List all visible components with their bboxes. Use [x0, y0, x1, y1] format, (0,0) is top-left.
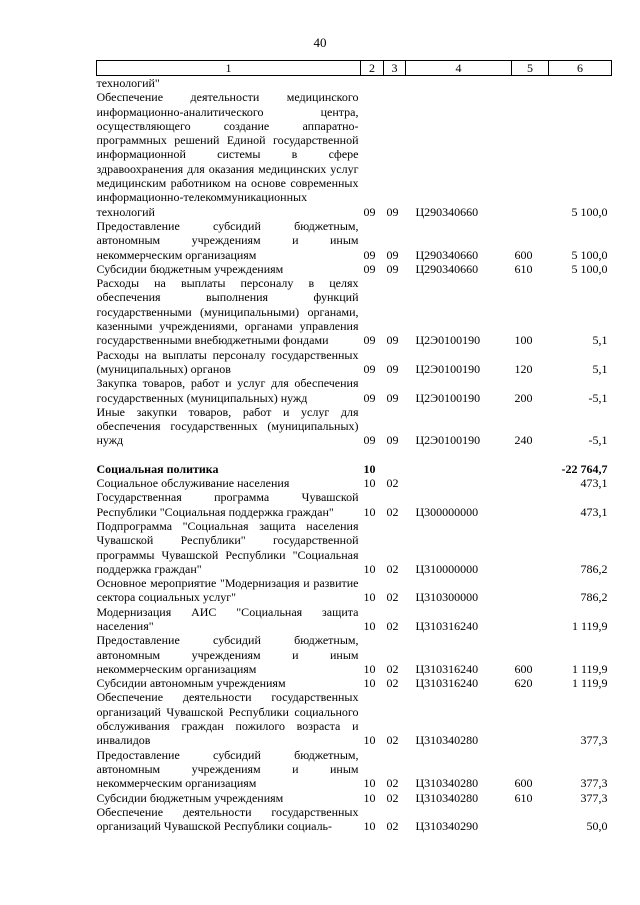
table-row	[97, 90, 612, 219]
row-expense-type: 120	[514, 361, 533, 376]
row-section: 10	[363, 504, 376, 519]
row-amount: 5 100,0	[571, 261, 608, 276]
row-expense-type	[512, 805, 549, 834]
header-col-5: 5	[512, 61, 549, 76]
row-name: технологий"	[96, 76, 160, 90]
row-section: 09	[363, 247, 376, 262]
row-section: 10	[363, 790, 376, 805]
row-amount: -5,1	[588, 433, 608, 448]
table-row	[97, 748, 612, 791]
row-section: 09	[363, 333, 376, 348]
table-row	[97, 448, 612, 462]
row-target-article: Ц2Э0100190	[415, 390, 481, 405]
row-expense-type: 200	[514, 390, 533, 405]
row-subsection: 02	[386, 776, 399, 791]
row-target-article	[406, 462, 512, 476]
row-target-article: Ц310340290	[415, 819, 479, 834]
row-name: Расходы на выплаты персоналу в целях обеспечения выполнения функций государственными (муниципальными) органами, казенными учреждениями, органами управления государственными внебюджетными фондами	[96, 276, 359, 348]
row-subsection	[384, 76, 406, 91]
row-name: Субсидии бюджетным учреждениям	[96, 790, 284, 805]
page-number: 40	[313, 35, 327, 50]
row-name: Государственная программа Чувашской Республики "Социальная поддержка граждан"	[96, 490, 359, 519]
row-section: 10	[363, 618, 376, 633]
row-expense-type	[512, 519, 549, 576]
row-expense-type	[512, 576, 549, 605]
row-expense-type: 610	[514, 261, 533, 276]
row-name: Иные закупки товаров, работ и услуг для обеспечения государственных (муниципальных) нужд	[96, 404, 359, 448]
row-subsection: 02	[386, 790, 399, 805]
row-target-article: Ц310000000	[415, 561, 479, 576]
table-body	[97, 76, 612, 834]
row-name: Предоставление субсидий бюджетным, автономным учреждениям и иным некоммерческим организациям	[96, 747, 359, 791]
row-target-article: Ц310316240	[415, 676, 479, 691]
row-expense-type: 240	[514, 433, 533, 448]
row-target-article: Ц310340280	[415, 733, 479, 748]
table-row	[97, 276, 612, 347]
row-amount: 5 100,0	[571, 247, 608, 262]
table-row	[97, 376, 612, 405]
row-subsection: 02	[386, 561, 399, 576]
row-section: 09	[363, 433, 376, 448]
row-target-article	[406, 76, 512, 91]
row-expense-type: 610	[514, 790, 533, 805]
header-col-3: 3	[384, 61, 406, 76]
budget-table	[96, 60, 612, 833]
row-section: 10	[363, 561, 376, 576]
row-subsection: 09	[386, 204, 399, 219]
row-name: Предоставление субсидий бюджетным, автономным учреждениям и иным некоммерческим организациям	[96, 218, 359, 262]
row-amount: 473,1	[580, 476, 608, 491]
table-row	[97, 476, 612, 490]
row-target-article: Ц2Э0100190	[415, 361, 481, 376]
row-target-article: Ц290340660	[415, 261, 479, 276]
row-target-article	[406, 476, 512, 490]
row-amount: 5,1	[592, 333, 608, 348]
table-row	[97, 519, 612, 576]
row-expense-type	[512, 462, 549, 476]
row-subsection: 02	[386, 676, 399, 691]
row-subsection: 09	[386, 333, 399, 348]
table-row	[97, 262, 612, 276]
table-row	[97, 633, 612, 676]
row-target-article: Ц310316240	[415, 661, 479, 676]
row-name: Основное мероприятие "Модернизация и развитие сектора социальных услуг"	[96, 576, 359, 605]
row-amount: 50,0	[586, 819, 608, 834]
row-expense-type	[512, 605, 549, 634]
row-amount: 786,2	[580, 590, 608, 605]
row-expense-type: 600	[514, 247, 533, 262]
table-row	[97, 405, 612, 448]
row-section: 10	[363, 461, 376, 476]
row-subsection: 09	[386, 390, 399, 405]
row-name: Обеспечение деятельности государственных организаций Чувашской Республики социального обслуживания граждан пожилого возраста и инвалидов	[96, 690, 359, 748]
table-header	[97, 61, 612, 76]
row-expense-type	[512, 76, 549, 91]
row-amount: 1 119,9	[571, 661, 608, 676]
row-expense-type: 600	[514, 776, 533, 791]
row-subsection: 02	[386, 661, 399, 676]
table-row	[97, 690, 612, 747]
row-section: 09	[363, 261, 376, 276]
row-target-article: Ц310316240	[415, 618, 479, 633]
row-target-article: Ц310340280	[415, 790, 479, 805]
row-subsection: 02	[386, 504, 399, 519]
table-row	[97, 348, 612, 377]
row-section: 10	[363, 676, 376, 691]
row-target-article: Ц2Э0100190	[415, 433, 481, 448]
row-section: 09	[363, 361, 376, 376]
row-amount: 377,3	[580, 776, 608, 791]
row-amount: 786,2	[580, 561, 608, 576]
row-subsection: 09	[386, 361, 399, 376]
table-row	[97, 490, 612, 519]
row-expense-type	[512, 490, 549, 519]
row-section: 09	[363, 390, 376, 405]
row-expense-type: 100	[514, 333, 533, 348]
table-row	[97, 605, 612, 634]
table-row	[97, 676, 612, 690]
row-name: Обеспечение деятельности медицинского информационно-аналитического центра, осуществляющего создание аппаратно-программных решений Единой государственной информационной системы в сфере здравоохранения для оказания медицинских услуг медицинским работником на основе современных информационно-телекоммуникационных технологий	[96, 90, 359, 219]
row-section: 10	[363, 476, 376, 491]
header-row	[97, 61, 612, 76]
row-target-article: Ц2Э0100190	[415, 333, 481, 348]
row-target-article: Ц290340660	[415, 204, 479, 219]
table-row	[97, 462, 612, 476]
row-subsection: 09	[386, 261, 399, 276]
row-amount: 377,3	[580, 790, 608, 805]
row-section: 10	[363, 819, 376, 834]
row-amount: 5 100,0	[571, 204, 608, 219]
row-subsection: 02	[386, 590, 399, 605]
header-col-6: 6	[549, 61, 612, 76]
row-target-article: Ц310340280	[415, 776, 479, 791]
row-target-article: Ц310300000	[415, 590, 479, 605]
row-name: Расходы на выплаты персоналу государственных (муниципальных) органов	[96, 347, 359, 376]
table-row	[97, 576, 612, 605]
row-expense-type: 620	[514, 676, 533, 691]
row-target-article: Ц290340660	[415, 247, 479, 262]
row-expense-type	[512, 476, 549, 490]
row-section: 10	[363, 733, 376, 748]
row-name: Модернизация АИС "Социальная защита населения"	[96, 604, 359, 633]
row-section: 10	[363, 776, 376, 791]
row-section: 09	[363, 204, 376, 219]
row-amount: -22 764,7	[561, 461, 608, 476]
table-row	[97, 805, 612, 834]
spacer-cell	[97, 448, 612, 462]
row-section: 10	[363, 661, 376, 676]
row-subsection: 02	[386, 476, 399, 491]
row-expense-type	[512, 90, 549, 219]
row-amount: 1 119,9	[571, 676, 608, 691]
row-name: Закупка товаров, работ и услуг для обеспечения государственных (муниципальных) нужд	[96, 376, 359, 405]
row-subsection: 02	[386, 733, 399, 748]
header-col-2: 2	[361, 61, 384, 76]
table-row	[97, 791, 612, 805]
row-name: Субсидии бюджетным учреждениям	[96, 261, 284, 276]
table-row	[97, 219, 612, 262]
table-row	[97, 76, 612, 91]
row-amount: -5,1	[588, 390, 608, 405]
row-amount: 1 119,9	[571, 618, 608, 633]
row-amount: 473,1	[580, 504, 608, 519]
row-expense-type	[512, 690, 549, 747]
row-section	[361, 76, 384, 91]
row-section: 10	[363, 590, 376, 605]
row-target-article: Ц300000000	[415, 504, 479, 519]
row-name: Субсидии автономным учреждениям	[96, 676, 286, 691]
row-name: Социальная политика	[96, 461, 219, 476]
header-col-4: 4	[406, 61, 512, 76]
row-subsection: 09	[386, 433, 399, 448]
row-subsection: 09	[386, 247, 399, 262]
row-name: Предоставление субсидий бюджетным, автономным учреждениям и иным некоммерческим организациям	[96, 633, 359, 676]
header-col-1: 1	[97, 61, 361, 76]
row-name: Социальное обслуживание населения	[96, 476, 290, 491]
row-name: Обеспечение деятельности государственных организаций Чувашской Республики социаль-	[96, 804, 359, 834]
row-amount	[549, 76, 612, 91]
row-subsection: 02	[386, 618, 399, 633]
row-subsection: 02	[386, 819, 399, 834]
row-amount: 5,1	[592, 361, 608, 376]
row-expense-type: 600	[514, 661, 533, 676]
row-subsection	[384, 462, 406, 476]
row-amount: 377,3	[580, 733, 608, 748]
row-name: Подпрограмма "Социальная защита населения Чувашской Республики" государственной программы Чувашской Республики "Социальная поддержка граждан"	[96, 518, 359, 576]
